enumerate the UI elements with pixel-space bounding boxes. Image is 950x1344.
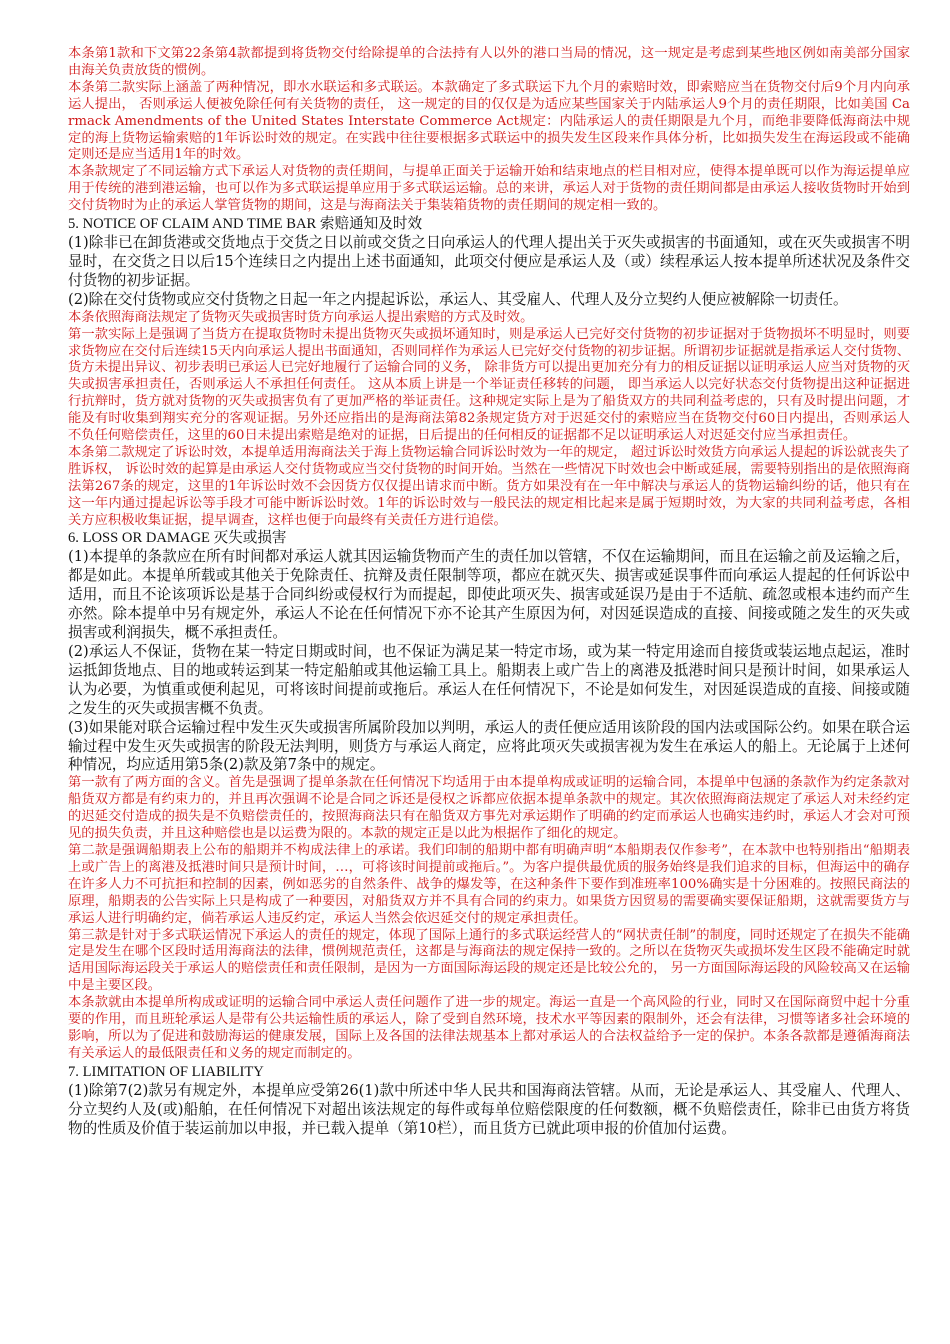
clause-paragraph: (2)除在交付货物或应交付货物之日起一年之内提起诉讼，承运人、其受雇人、代理人及分立契约人便应被解除一切责任。 [68,290,848,308]
section-heading-6: 6. LOSS OR DAMAGE 灭失或损害 [68,530,287,547]
commentary-paragraph: 第一款实际上是强调了当货方在提取货物时未提出货物灭失或损坏通知时，则是承运人已完好交付货物的初步证据对于货物损坏不明显时，则要求货物应在交付后连续15天内向承运人提出书面通知，否则同样作为承运人已完好交付货物的初步证据。所谓初步证据就是指承运人交付货物、货方未提出异议、初步表明已承运人已完好地履行了运输合同的义务， 除非货方可以提出更加充分有力的相反证据以证明承运人应当对货物的灭失或损害承担责任，否则承运人不承担任何责任。 这从本质上讲是一个举证责任移转的问题， 即当承运人以完好状态交付货物提出这种证据进行抗辩时，货方就对货物的灭失或损害负有了更加严格的举证责任。这种规定实际上是为了船货双方的共同利益考虑的，只有及时提出问题，才能及有时收集到翔实充分的客观证据。另外还应指出的是海商法第82条规定货方对于迟延交付的索赔应当在货物交付60日内提出，否则承运人不负任何赔偿责任，这里的60日未提出索赔是绝对的证据，日后提出的任何相反的证据都不足以证明承运人对迟延交付应当承担责任。 [68,326,910,444]
commentary-paragraph: 第一款有了两方面的含义。首先是强调了提单条款在任何情况下均适用于由本提单构成或证明的运输合同，本提单中包涵的条款作为约定条款对船货双方都是有约束力的，并且再次强调不论是合同之诉还是侵权之诉都应依据本提单条款中的规定。其次依照海商法规定了承运人对未经约定的迟延交付造成的损失是不负赔偿责任的，按照海商法只有在船货双方事先对承运期作了明确的约定而承运人也确实违约时，承运人才会对可预见的损失负责，并且这种赔偿也是以运费为限的。本款的规定正是以此为根据作了细化的规定。 [68,775,910,842]
section-heading-5: 5. NOTICE OF CLAIM AND TIME BAR 索赔通知及时效 [68,216,423,233]
commentary-paragraph: 本条第1款和下文第22条第4款都提到将货物交付给除提单的合法持有人以外的港口当局的情况，这一规定是考虑到某些地区例如南美部分国家由海关负责放货的惯例。 [68,46,910,78]
clause-paragraph: (2)承运人不保证，货物在某一特定日期或时间，也不保证为满足某一特定市场，或为某一特定用途而自接货或装运地点起运，准时运抵卸货地点、目的地或转运到某一特定船舶或其他运输工具上。船期表上或广告上的离港及抵港时间只是预计时间，如果承运人认为必要，为慎重或便利起见，可将该时间提前或拖后。承运人在任何情况下，不论是如何发生，对因延误造成的直接、间接或随之发生的灭失或损害概不负责。 [68,643,910,717]
commentary-paragraph: 第三款是针对于多式联运情况下承运人的责任的规定，体现了国际上通行的多式联运经营人的“网状责任制”的制度，同时还规定了在损失不能确定是发生在哪个区段时适用海商法的法律，惯例规范责任，这都是与海商法的规定保持一致的。之所以在货物灭失或损坏发生区段不能确定时就适用国际海运段关于承运人的赔偿责任和责任限制，是因为一方面国际海运段的规定还是比较公允的， 另一方面国际海运段的风险较高又在运输中是主要区段。 [68,927,910,994]
clause-paragraph: (3)如果能对联合运输过程中发生灭失或损害所属阶段加以判明，承运人的责任便应适用该阶段的国内法或国际公约。如果在联合运输过程中发生灭失或损害的阶段无法判明，则货方与承运人商定，应将此项灭失或损害视为发生在承运人的船上。无论属于上述何种情况，均应适用第5条(2)款及第7条中的规定。 [68,718,910,774]
commentary-paragraph: 本条第二款实际上涵盖了两种情况，即水水联运和多式联运。本款确定了多式联运下九个月的索赔时效，即索赔应当在货物交付后9个月内向承运人提出， 否则承运人便被免除任何有关货物的责任， 这一规定的目的仅仅是为适应某些国家关于内陆承运人9个月的责任期限，比如美国 Carmack Amendments of the United States Interstate Commerce Act规定：内陆承运人的责任期限是九个月，而绝非要降低海商法中规定的海上货物运输索赔的1年诉讼时效的规定。在实践中往往要根据多式联运中的损失发生区段来作具体分析，比如损失发生在海运段或不能确定则还是应当适用1年的时效。 [68,79,910,163]
commentary-paragraph: 本条第二款规定了诉讼时效，本提单适用海商法关于海上货物运输合同诉讼时效为一年的规定， 超过诉讼时效货方向承运人提起的诉讼就丧失了胜诉权， 诉讼时效的起算是由承运人交付货物或应当交付货物的时间开始。当然在一些情况下时效也会中断或延展，需要特别指出的是依照海商法第267条的规定，这里的1年诉讼时效不会因货方仅仅提出请求而中断。货方如果没有在一年中解决与承运人的货物运输纠纷的话，他只有在这一年内通过提起诉讼等手段才可能中断诉讼时效。1年的诉讼时效与一般民法的规定相比起来是属于短期时效，为大家的共同利益考虑，各相关方应积极收集证据，提早调查，这样也便于向最终有关责任方进行追偿。 [68,444,910,528]
clause-paragraph: (1)除第7(2)款另有规定外，本提单应受第26(1)款中所述中华人民共和国海商法管辖。从而，无论是承运人、其受雇人、代理人、分立契约人及(或)船舶，在任何情况下对超出该法规定的每件或每单位赔偿限度的任何数额，概不负赔偿责任，除非已由货方将货物的性质及价值于装运前加以申报，并已载入提单（第10栏），而且货方已就此项申报的价值加付运费。 [68,1081,910,1137]
commentary-paragraph: 本条款规定了不同运输方式下承运人对货物的责任期间，与提单正面关于运输开始和结束地点的栏目相对应，使得本提单既可以作为海运提单应用于传统的港到港运输，也可以作为多式联运提单应用于多式联运运输。总的来讲，承运人对于货物的责任期间都是由承运人接收货物时开始到交付货物时为止的承运人掌管货物的期间，这是与海商法关于集装箱货物的责任期间的规定相一致的。 [68,164,910,214]
clause-paragraph: (1)除非已在卸货港或交货地点于交货之日以前或交货之日向承运人的代理人提出关于灭失或损害的书面通知，或在灭失或损害不明显时，在交货之日以后15个连续日之内提出上述书面通知，此项交付便应是承运人及（或）续程承运人按本提单所述状况及条件交付货物的初步证据。 [68,234,910,289]
commentary-paragraph: 第二款是强调船期表上公布的船期并不构成法律上的承诺。我们印制的船期中都有明确声明“本船期表仅作参考”，在本款中也特别指出“船期表上或广告上的离港及抵港时间只是预计时间，…，可将该时间提前或拖后。”。为客户提供最优质的服务始终是我们追求的目标，但海运中的确存在许多人力不可抗拒和控制的因素，例如恶劣的自然条件、战争的爆发等，在这种条件下要作到准班率100%确实是十分困难的。按照民商法的原理，船期表的公告实际上只是构成了一种要因，对船货双方并不具有合同的约束力。如果货方因贸易的需要确实要保证船期，这就需要货方与承运人进行明确约定，倘若承运人违反约定，承运人当然会依迟延交付的规定承担责任。 [68,842,910,926]
commentary-paragraph: 本条款就由本提单所构成或证明的运输合同中承运人责任问题作了进一步的规定。海运一直是一个高风险的行业，同时又在国际商贸中起十分重要的作用，而且班轮承运人是带有公共运输性质的承运人，除了受到自然环境，技术水平等因素的限制外，还会有法律，习惯等诸多社会环境的影响，所以为了促进和鼓励海运的健康发展，国际上及各国的法律法规基本上都对承运人的合法权益给予一定的保护。本条各款都是遵循海商法有关承运人的最低限责任和义务的规定而制定的。 [68,995,910,1061]
section-heading-7: 7. LIMITATION OF LIABILITY [68,1063,264,1080]
clause-paragraph: (1)本提单的条款应在所有时间都对承运人就其因运输货物而产生的责任加以管辖，不仅在运输期间，而且在运输之前及运输之后，都是如此。本提单所载或其他关于免除责任、抗辩及责任限制等项，都应在就灭失、损害或延误事件而向承运人提起的任何诉讼中适用，而且不论该项诉讼是基于合同纠纷或侵权行为而提起，即使此项灭失、损害或延误乃是由于不适航、疏忽或根本违约而产生亦然。除本提单中另有规定外，承运人不论在任何情况下亦不论其产生原因为何，对因延误造成的直接、间接或随之发生的灭失或损害或利润损失，概不承担责任。 [68,548,910,642]
commentary-paragraph: 本条依照海商法规定了货物灭失或损害时货方向承运人提出索赔的方式及时效。 [68,309,534,325]
